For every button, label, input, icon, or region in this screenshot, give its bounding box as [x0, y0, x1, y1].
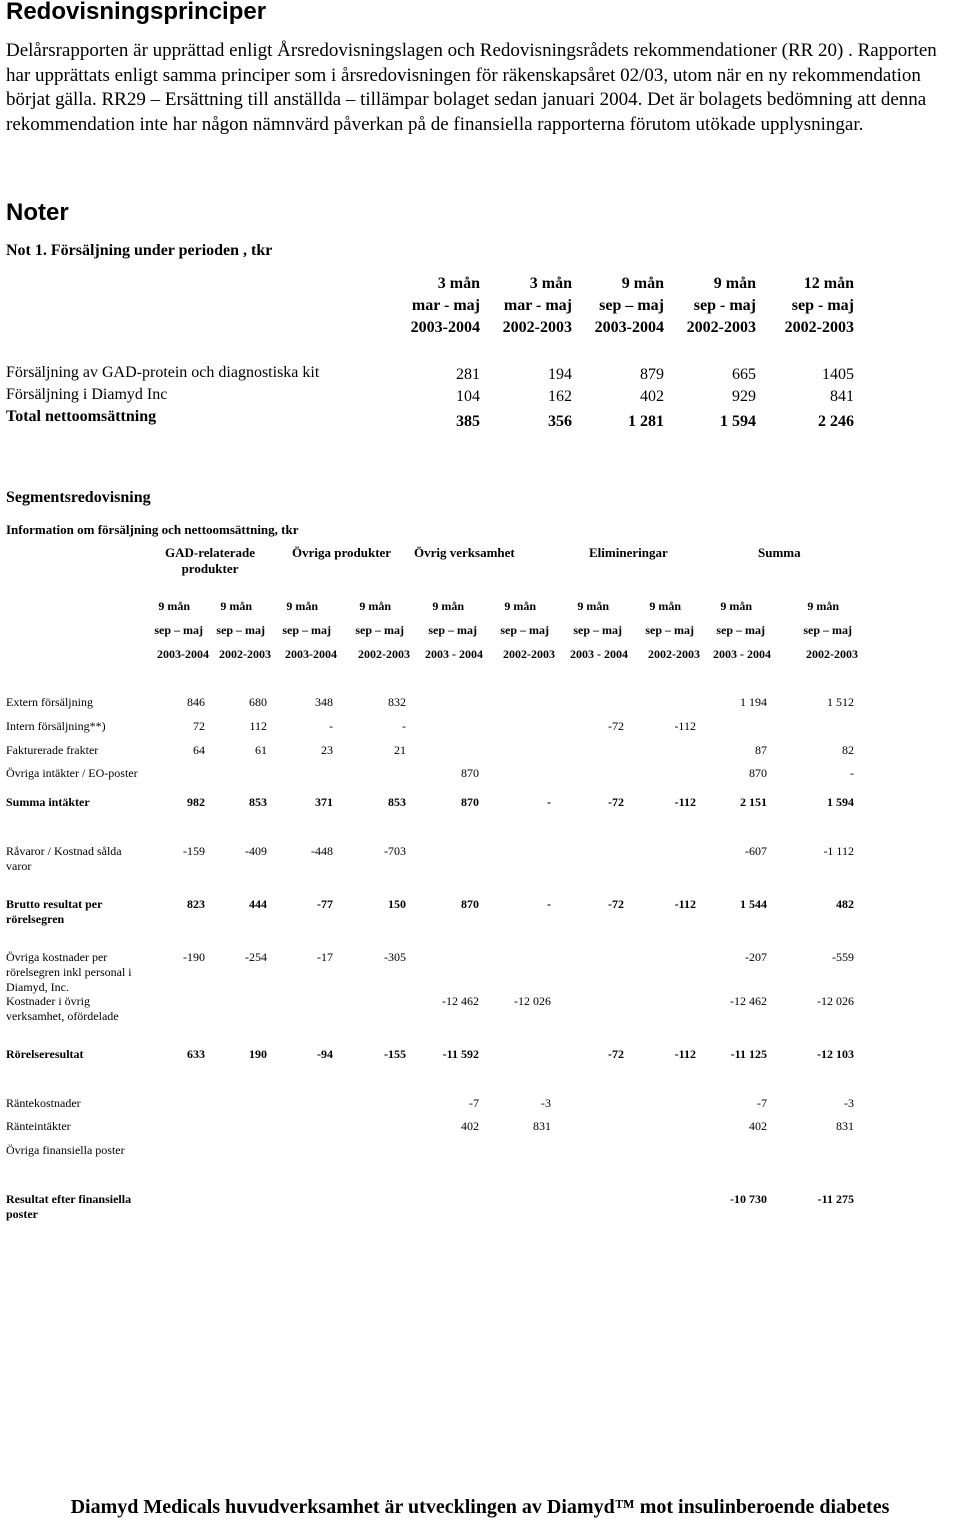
segment-cell: 831 — [533, 1119, 551, 1133]
column-months: 9 mån — [359, 599, 391, 613]
table-cell: 385 — [456, 413, 480, 430]
segment-group-header: Övrig verksamhet — [414, 545, 515, 560]
segment-cell: 190 — [249, 1047, 267, 1061]
segment-row-label: Övriga intäkter / EO-poster — [6, 766, 138, 780]
segment-info: Information om försäljning och nettoomsättning, tkr — [6, 522, 299, 537]
segment-cell: 21 — [394, 743, 406, 757]
segment-cell: -11 125 — [730, 1047, 767, 1061]
table-cell: 1 594 — [720, 413, 756, 430]
segment-cell: 870 — [749, 766, 767, 780]
column-header: 9 mån — [621, 275, 664, 292]
column-months: 9 mån — [807, 599, 839, 613]
column-header: mar - maj — [411, 297, 480, 314]
segment-cell: 831 — [836, 1119, 854, 1133]
segment-cell: -112 — [674, 795, 696, 809]
segment-cell: -12 103 — [817, 1047, 854, 1061]
column-header: 2002-2003 — [686, 319, 756, 336]
column-months: 9 mån — [577, 599, 609, 613]
column-header: 2002-2003 — [502, 319, 572, 336]
segment-cell: 870 — [461, 766, 479, 780]
segment-cell: -207 — [745, 950, 767, 964]
segment-cell: -159 — [183, 844, 205, 858]
segment-cell: -12 462 — [442, 994, 479, 1008]
segment-cell: 64 — [193, 743, 205, 757]
segment-cell: -190 — [183, 950, 205, 964]
segment-cell: 82 — [842, 743, 854, 757]
segment-cell: 23 — [321, 743, 333, 757]
segment-cell: -112 — [674, 1047, 696, 1061]
segment-row-label: Råvaror / Kostnad sålda varor — [6, 844, 122, 873]
segment-cell: - — [329, 719, 333, 733]
column-period: 2003 - 2004 — [425, 647, 483, 661]
segment-cell: -72 — [608, 795, 624, 809]
column-header: sep - maj — [791, 297, 854, 314]
column-period: 2003 - 2004 — [713, 647, 771, 661]
note1-title: Not 1. Försäljning under perioden , tkr — [6, 242, 273, 259]
segment-cell: -11 592 — [442, 1047, 479, 1061]
table-cell: 879 — [640, 366, 664, 383]
column-range: sep – maj — [355, 623, 404, 637]
column-header: sep - maj — [693, 297, 756, 314]
segment-row-label: Övriga finansiella poster — [6, 1143, 125, 1157]
table-cell: 841 — [830, 388, 854, 405]
row-label: Försäljning av GAD-protein och diagnostiska kit — [6, 364, 320, 381]
column-header: 9 mån — [713, 275, 756, 292]
segment-cell: 150 — [388, 897, 406, 911]
notes-heading: Noter — [6, 199, 69, 226]
segment-row-label: Brutto resultat per rörelsegren — [6, 897, 103, 926]
column-months: 9 mån — [286, 599, 318, 613]
segment-cell: 402 — [749, 1119, 767, 1133]
segment-title: Segmentsredovisning — [6, 489, 151, 506]
table-cell: 1405 — [822, 366, 854, 383]
segment-cell: 482 — [836, 897, 854, 911]
segment-cell: 2 151 — [740, 795, 767, 809]
segment-row-label: Summa intäkter — [6, 795, 90, 809]
segment-cell: 853 — [249, 795, 267, 809]
segment-row-label: Räntekostnader — [6, 1096, 81, 1110]
table-cell: 665 — [732, 366, 756, 383]
column-period: 2002-2003 — [648, 647, 700, 661]
section-heading: Redovisningsprinciper — [6, 0, 267, 25]
column-header: 2003-2004 — [594, 319, 664, 336]
column-header: sep – maj — [599, 297, 664, 314]
segment-cell: 870 — [461, 795, 479, 809]
column-range: sep – maj — [803, 623, 852, 637]
table-cell: 929 — [732, 388, 756, 405]
segment-cell: - — [402, 719, 406, 733]
segment-cell: -112 — [674, 719, 696, 733]
column-header: 2002-2003 — [784, 319, 854, 336]
segment-cell: 87 — [755, 743, 767, 757]
column-header: 3 mån — [529, 275, 572, 292]
segment-cell: -112 — [674, 897, 696, 911]
segment-cell: -77 — [317, 897, 333, 911]
intro-paragraph: Delårsrapporten är upprättad enligt Årsredovisningslagen och Redovisningsrådets rekommendationer (RR 20) . Rapporten har upprättats enligt samma principer som i årsredovisningen för räkenskapsåret 02/03, utom när en ny rekommendation börjat gälla. RR29 – Ersättning till anställda – tillämpar bolaget sedan januari 2004. Det är bolagets bedömning att denna rekommendation inte har någon nämnvärd påverkan på de finansiella rapporterna förutom utökade upplysningar. — [6, 40, 937, 136]
table-cell: 356 — [548, 413, 572, 430]
column-header: mar - maj — [503, 297, 572, 314]
column-range: sep – maj — [716, 623, 765, 637]
column-range: sep – maj — [645, 623, 694, 637]
segment-cell: 444 — [249, 897, 267, 911]
table-cell: 162 — [548, 388, 572, 405]
column-range: sep – maj — [216, 623, 265, 637]
segment-cell: 61 — [255, 743, 267, 757]
table-cell: 1 281 — [628, 413, 664, 430]
segment-cell: 823 — [187, 897, 205, 911]
segment-cell: 1 594 — [827, 795, 854, 809]
column-months: 9 mån — [720, 599, 752, 613]
segment-cell: 846 — [187, 695, 205, 709]
segment-cell: -3 — [844, 1096, 854, 1110]
column-range: sep – maj — [500, 623, 549, 637]
segment-cell: -17 — [317, 950, 333, 964]
table-cell: 194 — [548, 366, 572, 383]
column-period: 2003-2004 — [285, 647, 337, 661]
segment-row-label: Kostnader i övrig verksamhet, ofördelade — [6, 994, 119, 1023]
segment-cell: -94 — [317, 1047, 333, 1061]
table-cell: 281 — [456, 366, 480, 383]
column-range: sep – maj — [154, 623, 203, 637]
segment-group-header: Övriga produkter — [292, 545, 392, 560]
segment-cell: 1 544 — [740, 897, 767, 911]
segment-cell: 633 — [187, 1047, 205, 1061]
segment-cell: -409 — [245, 844, 267, 858]
segment-cell: -12 026 — [514, 994, 551, 1008]
segment-cell: -254 — [245, 950, 267, 964]
segment-cell: 72 — [193, 719, 205, 733]
column-period: 2002-2003 — [358, 647, 410, 661]
segment-cell: -1 112 — [823, 844, 854, 858]
segment-row-label: Extern försäljning — [6, 695, 93, 709]
segment-cell: 348 — [315, 695, 333, 709]
segment-row-label: Rörelseresultat — [6, 1047, 84, 1061]
row-label: Försäljning i Diamyd Inc — [6, 386, 168, 403]
segment-cell: -12 462 — [730, 994, 767, 1008]
segment-cell: 1 512 — [827, 695, 854, 709]
column-period: 2002-2003 — [806, 647, 858, 661]
segment-cell: -72 — [608, 719, 624, 733]
table-cell: 2 246 — [818, 413, 854, 430]
segment-cell: 1 194 — [740, 695, 767, 709]
column-header: 3 mån — [437, 275, 480, 292]
segment-cell: -607 — [745, 844, 767, 858]
segment-cell: -12 026 — [817, 994, 854, 1008]
column-period: 2003 - 2004 — [570, 647, 628, 661]
segment-cell: -448 — [311, 844, 333, 858]
segment-cell: -11 275 — [817, 1192, 854, 1206]
segment-cell: -155 — [384, 1047, 406, 1061]
segment-cell: - — [850, 766, 854, 780]
column-months: 9 mån — [220, 599, 252, 613]
footer-tagline: Diamyd Medicals huvudverksamhet är utvecklingen av Diamyd™ mot insulinberoende diabetes — [70, 1496, 890, 1518]
segment-row-label: Ränteintäkter — [6, 1119, 71, 1133]
segment-cell: -7 — [469, 1096, 479, 1110]
segment-cell: 853 — [388, 795, 406, 809]
segment-group-header: GAD-relaterade produkter — [164, 545, 255, 576]
column-months: 9 mån — [158, 599, 190, 613]
column-period: 2003-2004 — [157, 647, 209, 661]
segment-cell: -7 — [757, 1096, 767, 1110]
segment-cell: 112 — [249, 719, 267, 733]
segment-cell: -703 — [384, 844, 406, 858]
column-months: 9 mån — [649, 599, 681, 613]
segment-cell: -10 730 — [730, 1192, 767, 1206]
table-cell: 104 — [456, 388, 480, 405]
segment-group-header: Summa — [758, 545, 801, 560]
segment-cell: -3 — [541, 1096, 551, 1110]
segment-cell: -305 — [384, 950, 406, 964]
segment-row-label: Intern försäljning**) — [6, 719, 106, 733]
segment-cell: 402 — [461, 1119, 479, 1133]
segment-cell: 371 — [315, 795, 333, 809]
segment-cell: -72 — [608, 897, 624, 911]
segment-group-header: Elimineringar — [589, 545, 668, 560]
segment-cell: -72 — [608, 1047, 624, 1061]
column-period: 2002-2003 — [503, 647, 555, 661]
segment-cell: - — [547, 795, 551, 809]
column-range: sep – maj — [282, 623, 331, 637]
column-header: 12 mån — [803, 275, 854, 292]
segment-cell: 982 — [187, 795, 205, 809]
column-range: sep – maj — [428, 623, 477, 637]
column-header: 2003-2004 — [410, 319, 480, 336]
segment-cell: - — [547, 897, 551, 911]
segment-cell: 832 — [388, 695, 406, 709]
segment-cell: -559 — [832, 950, 854, 964]
segment-cell: 870 — [461, 897, 479, 911]
column-range: sep – maj — [573, 623, 622, 637]
segment-row-label: Resultat efter finansiella poster — [6, 1192, 132, 1221]
row-label: Total nettoomsättning — [6, 408, 157, 425]
column-period: 2002-2003 — [219, 647, 271, 661]
segment-row-label: Övriga kostnader per rörelsegren inkl personal i Diamyd, Inc. — [6, 950, 132, 994]
segment-cell: 680 — [249, 695, 267, 709]
segment-row-label: Fakturerade frakter — [6, 743, 99, 757]
table-cell: 402 — [640, 388, 664, 405]
column-months: 9 mån — [432, 599, 464, 613]
column-months: 9 mån — [504, 599, 536, 613]
